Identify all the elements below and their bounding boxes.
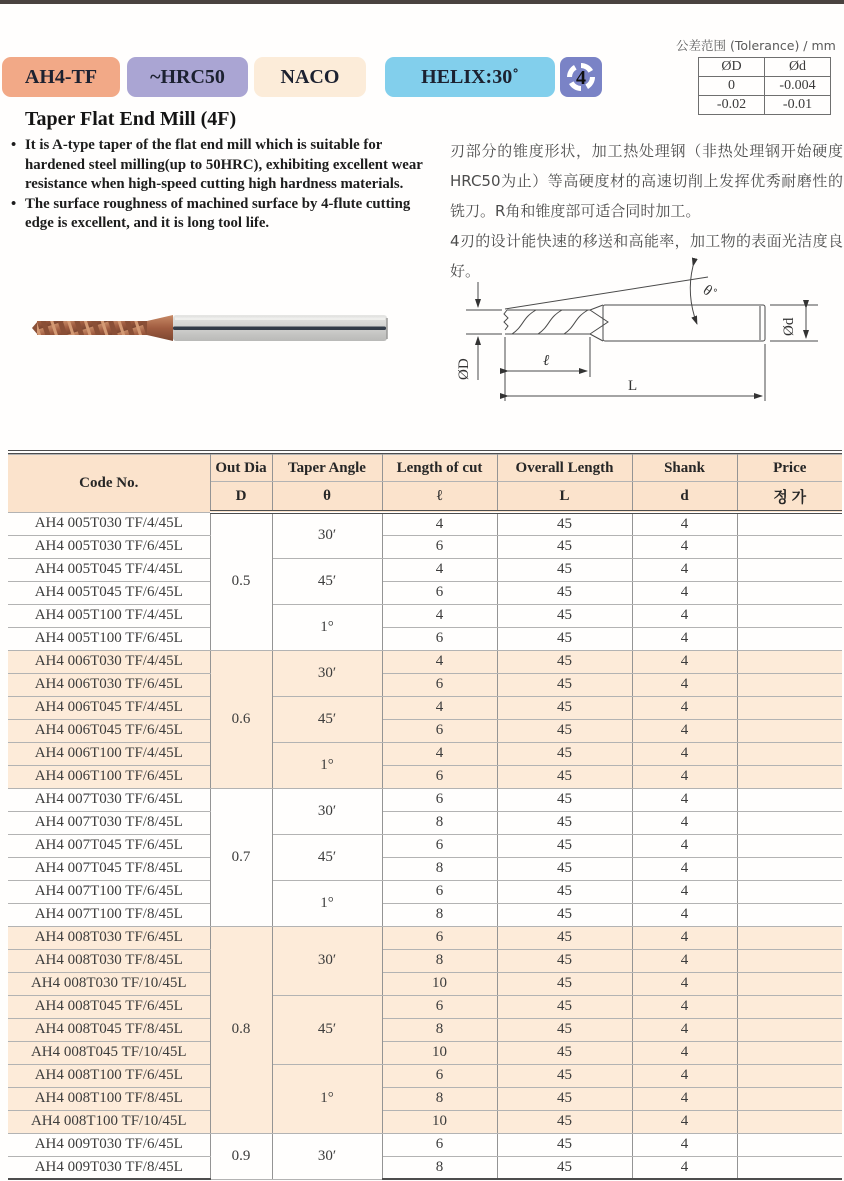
technical-drawing [450, 248, 844, 438]
header-subcell: 정 가 [737, 482, 842, 513]
overall-length-label: L [628, 378, 638, 394]
shank-outline [603, 305, 765, 341]
cut-length-cell: 6 [382, 719, 497, 742]
badge-4: HELIX:30˚ [385, 57, 555, 97]
code-cell: AH4 007T030 TF/8/45L [8, 811, 210, 834]
cut-length-cell: 6 [382, 995, 497, 1018]
code-cell: AH4 005T045 TF/4/45L [8, 558, 210, 581]
cut-length-cell: 6 [382, 765, 497, 788]
code-cell: AH4 005T100 TF/6/45L [8, 627, 210, 650]
table-row [8, 581, 842, 604]
shank-cell: 4 [632, 1133, 737, 1156]
header-cell: Length of cut [382, 455, 497, 482]
shank-cell: 4 [632, 834, 737, 857]
code-cell: AH4 007T045 TF/8/45L [8, 857, 210, 880]
cut-length-cell: 6 [382, 834, 497, 857]
shank-cell: 4 [632, 765, 737, 788]
tolerance-cell: 0 [699, 77, 765, 96]
out-dia-cell: 0.9 [210, 1133, 272, 1179]
code-cell: AH4 005T100 TF/4/45L [8, 604, 210, 627]
tolerance-title: 公差范围 (Tolerance) / mm [676, 38, 836, 53]
tolerance-cell: -0.004 [765, 77, 831, 96]
shank-cell: 4 [632, 857, 737, 880]
shank-cell: 4 [632, 1156, 737, 1179]
price-cell [737, 903, 842, 926]
cut-length-cell: 6 [382, 581, 497, 604]
overall-length-cell: 45 [497, 788, 632, 811]
price-cell [737, 650, 842, 673]
table-row [8, 1064, 842, 1087]
table-row [8, 834, 842, 857]
price-cell [737, 995, 842, 1018]
taper-angle-cell: 1° [272, 1064, 382, 1133]
tolerance-cell: Ød [765, 58, 831, 77]
page-top-strip [0, 0, 844, 4]
four-flute-icon [560, 57, 602, 97]
flute-teeth [504, 310, 508, 330]
badge-3: NACO [254, 57, 366, 97]
table-row [8, 719, 842, 742]
table-row [8, 1041, 842, 1064]
code-cell: AH4 006T045 TF/6/45L [8, 719, 210, 742]
table-row [8, 650, 842, 673]
table-row [8, 880, 842, 903]
shank-highlight [175, 318, 385, 321]
overall-length-cell: 45 [497, 949, 632, 972]
overall-length-cell: 45 [497, 926, 632, 949]
taper-angle-cell: 30′ [272, 1133, 382, 1179]
code-cell: AH4 009T030 TF/6/45L [8, 1133, 210, 1156]
header-subcell: θ [272, 482, 382, 513]
overall-length-cell: 45 [497, 765, 632, 788]
price-cell [737, 788, 842, 811]
cut-length-cell: 6 [382, 788, 497, 811]
tolerance-block [676, 36, 844, 115]
shank-cell: 4 [632, 719, 737, 742]
shank-cell: 4 [632, 696, 737, 719]
shank-cell: 4 [632, 972, 737, 995]
cut-length-cell: 6 [382, 880, 497, 903]
table-row [8, 535, 842, 558]
tolerance-cell: -0.02 [699, 96, 765, 115]
flute-count: 4 [576, 67, 586, 89]
code-cell: AH4 007T045 TF/6/45L [8, 834, 210, 857]
cut-length-label: ℓ [543, 353, 550, 369]
code-cell: AH4 008T100 TF/6/45L [8, 1064, 210, 1087]
angle-arc [690, 266, 697, 324]
out-dia-label: ØD [456, 358, 472, 380]
cut-length-cell: 8 [382, 903, 497, 926]
overall-length-cell: 45 [497, 1064, 632, 1087]
cut-length-cell: 10 [382, 972, 497, 995]
table-row [8, 673, 842, 696]
price-cell [737, 604, 842, 627]
overall-length-cell: 45 [497, 650, 632, 673]
spec-table [8, 454, 842, 1180]
taper-angle-cell: 1° [272, 742, 382, 788]
feature-bullet: • It is A-type taper of the flat end mill which is suitable for hardened steel milling(up to 50HRC), exhibiting excellent wear resistance when high-speed cutting high hardness materials. [8, 136, 436, 195]
code-cell: AH4 007T100 TF/8/45L [8, 903, 210, 926]
chinese-paragraph: 刃部分的锥度形状，加工热处理钢（非热处理钢开始硬度HRC50为止）等高硬度材的高速切削上发挥优秀耐磨性的铣刀。R角和锥度部可适合同时加工。 [450, 142, 843, 220]
spec-table-body [8, 512, 842, 1179]
taper-cone [590, 310, 608, 334]
cut-length-cell: 6 [382, 673, 497, 696]
shank-cell: 4 [632, 627, 737, 650]
code-cell: AH4 008T100 TF/10/45L [8, 1110, 210, 1133]
price-cell [737, 1087, 842, 1110]
price-cell [737, 742, 842, 765]
cut-length-cell: 6 [382, 1064, 497, 1087]
overall-length-cell: 45 [497, 1018, 632, 1041]
price-cell [737, 1041, 842, 1064]
cut-length-cell: 8 [382, 1156, 497, 1179]
code-cell: AH4 005T030 TF/6/45L [8, 535, 210, 558]
spec-table-header [8, 455, 842, 513]
table-row [8, 1110, 842, 1133]
table-row [8, 512, 842, 535]
cut-length-cell: 4 [382, 512, 497, 535]
shank-cell: 4 [632, 903, 737, 926]
overall-length-cell: 45 [497, 627, 632, 650]
cut-length-cell: 4 [382, 650, 497, 673]
taper-angle-cell: 45′ [272, 834, 382, 880]
tolerance-table [698, 57, 831, 115]
shank-cell: 4 [632, 1110, 737, 1133]
out-dia-cell: 0.5 [210, 512, 272, 650]
product-photo [30, 288, 430, 373]
cut-length-cell: 4 [382, 558, 497, 581]
price-cell [737, 512, 842, 535]
header-cell: Code No. [8, 455, 210, 513]
table-row [8, 972, 842, 995]
header-cell: Price [737, 455, 842, 482]
overall-length-cell: 45 [497, 834, 632, 857]
code-cell: AH4 008T030 TF/10/45L [8, 972, 210, 995]
overall-length-cell: 45 [497, 696, 632, 719]
price-cell [737, 1110, 842, 1133]
cut-length-cell: 4 [382, 696, 497, 719]
cut-length-cell: 8 [382, 857, 497, 880]
shank-dia-label: Ød [781, 317, 797, 336]
shank-cell: 4 [632, 995, 737, 1018]
header-cell: Taper Angle [272, 455, 382, 482]
taper-angle-cell: 30′ [272, 788, 382, 834]
code-cell: AH4 005T045 TF/6/45L [8, 581, 210, 604]
header-cell: Out Dia [210, 455, 272, 482]
table-row [8, 926, 842, 949]
rotating-arrows-icon [564, 60, 598, 94]
badges [2, 57, 562, 97]
price-cell [737, 1064, 842, 1087]
taper-angle-cell: 30′ [272, 926, 382, 995]
table-row [8, 558, 842, 581]
overall-length-cell: 45 [497, 1041, 632, 1064]
price-cell [737, 558, 842, 581]
code-cell: AH4 005T030 TF/4/45L [8, 512, 210, 535]
code-cell: AH4 008T030 TF/6/45L [8, 926, 210, 949]
overall-length-cell: 45 [497, 742, 632, 765]
code-cell: AH4 008T100 TF/8/45L [8, 1087, 210, 1110]
shank-cell: 4 [632, 880, 737, 903]
table-row [8, 903, 842, 926]
overall-length-cell: 45 [497, 604, 632, 627]
spec-table-wrap [8, 450, 842, 1180]
price-cell [737, 673, 842, 696]
chinese-paragraph: 4刃的设计能快速的移送和高能率，加工物的表面光洁度良好。 [450, 232, 843, 280]
shank-cell: 4 [632, 1087, 737, 1110]
table-row [8, 1156, 842, 1179]
price-cell [737, 880, 842, 903]
overall-length-cell: 45 [497, 857, 632, 880]
overall-length-cell: 45 [497, 1133, 632, 1156]
table-row [8, 857, 842, 880]
price-cell [737, 627, 842, 650]
shank-cell: 4 [632, 949, 737, 972]
header-subcell: L [497, 482, 632, 513]
tolerance-cell: -0.01 [765, 96, 831, 115]
shank-cell: 4 [632, 926, 737, 949]
header-subcell: d [632, 482, 737, 513]
taper-angle-cell: 30′ [272, 512, 382, 558]
price-cell [737, 857, 842, 880]
shank-cell: 4 [632, 1018, 737, 1041]
cut-length-cell: 8 [382, 1087, 497, 1110]
cut-length-cell: 8 [382, 949, 497, 972]
shank-cell: 4 [632, 788, 737, 811]
table-row [8, 627, 842, 650]
tolerance-cell: ØD [699, 58, 765, 77]
code-cell: AH4 006T030 TF/4/45L [8, 650, 210, 673]
od-ticks [466, 310, 502, 334]
price-cell [737, 949, 842, 972]
flute-spirals [512, 310, 588, 334]
code-cell: AH4 006T045 TF/4/45L [8, 696, 210, 719]
taper-angle-cell: 1° [272, 880, 382, 926]
code-cell: AH4 009T030 TF/8/45L [8, 1156, 210, 1179]
feature-bullets [8, 136, 436, 234]
cut-length-cell: 8 [382, 1018, 497, 1041]
code-cell: AH4 008T045 TF/8/45L [8, 1018, 210, 1041]
code-cell: AH4 008T030 TF/8/45L [8, 949, 210, 972]
cut-length-cell: 4 [382, 742, 497, 765]
table-row [8, 949, 842, 972]
flute-edges [505, 310, 590, 334]
shank-cell: 4 [632, 811, 737, 834]
price-cell [737, 926, 842, 949]
price-cell [737, 1156, 842, 1179]
overall-length-cell: 45 [497, 995, 632, 1018]
code-cell: AH4 007T100 TF/6/45L [8, 880, 210, 903]
taper-angle-cell: 45′ [272, 696, 382, 742]
cut-length-cell: 6 [382, 926, 497, 949]
table-row [8, 1133, 842, 1156]
overall-length-cell: 45 [497, 558, 632, 581]
overall-length-cell: 45 [497, 512, 632, 535]
overall-length-cell: 45 [497, 811, 632, 834]
overall-length-cell: 45 [497, 673, 632, 696]
shank-cell: 4 [632, 673, 737, 696]
price-cell [737, 765, 842, 788]
code-cell: AH4 008T045 TF/6/45L [8, 995, 210, 1018]
table-row [8, 788, 842, 811]
taper-angle-cell: 30′ [272, 650, 382, 696]
out-dia-cell: 0.7 [210, 788, 272, 926]
header-subcell: D [210, 482, 272, 513]
overall-length-cell: 45 [497, 719, 632, 742]
taper-neck [147, 315, 173, 341]
table-row [8, 1087, 842, 1110]
shank-cell: 4 [632, 742, 737, 765]
header-subcell: ℓ [382, 482, 497, 513]
taper-angle-line [505, 277, 708, 309]
taper-angle-cell: 45′ [272, 995, 382, 1064]
table-row [8, 742, 842, 765]
overall-length-cell: 45 [497, 535, 632, 558]
shank-cell: 4 [632, 512, 737, 535]
table-row [8, 811, 842, 834]
cut-length-cell: 10 [382, 1041, 497, 1064]
page-title: Taper Flat End Mill (4F) [25, 108, 237, 130]
cut-length-cell: 10 [382, 1110, 497, 1133]
price-cell [737, 719, 842, 742]
shank-cell: 4 [632, 1041, 737, 1064]
table-row [8, 604, 842, 627]
shank-cell: 4 [632, 581, 737, 604]
price-cell [737, 1133, 842, 1156]
price-cell [737, 581, 842, 604]
code-cell: AH4 007T030 TF/6/45L [8, 788, 210, 811]
price-cell [737, 811, 842, 834]
price-cell [737, 535, 842, 558]
overall-length-cell: 45 [497, 972, 632, 995]
flute-section [37, 321, 147, 335]
taper-angle-cell: 1° [272, 604, 382, 650]
taper-angle-label: θ˚ [699, 282, 719, 303]
table-row [8, 1018, 842, 1041]
price-cell [737, 696, 842, 719]
badge-2: ~HRC50 [127, 57, 248, 97]
cut-length-cell: 4 [382, 604, 497, 627]
shank-cell: 4 [632, 558, 737, 581]
out-dia-cell: 0.6 [210, 650, 272, 788]
table-row [8, 696, 842, 719]
shank-cell: 4 [632, 1064, 737, 1087]
overall-length-cell: 45 [497, 581, 632, 604]
code-cell: AH4 006T100 TF/6/45L [8, 765, 210, 788]
overall-length-cell: 45 [497, 880, 632, 903]
price-cell [737, 1018, 842, 1041]
cut-length-cell: 6 [382, 1133, 497, 1156]
out-dia-cell: 0.8 [210, 926, 272, 1133]
price-cell [737, 834, 842, 857]
shank-cell: 4 [632, 650, 737, 673]
taper-lines [590, 305, 603, 341]
price-cell [737, 972, 842, 995]
badge-1: AH4-TF [2, 57, 120, 97]
taper-angle-cell: 45′ [272, 558, 382, 604]
shank-stripe [173, 327, 386, 331]
overall-length-cell: 45 [497, 1156, 632, 1179]
cut-length-cell: 8 [382, 811, 497, 834]
code-cell: AH4 006T100 TF/4/45L [8, 742, 210, 765]
cut-length-cell: 6 [382, 627, 497, 650]
code-cell: AH4 008T045 TF/10/45L [8, 1041, 210, 1064]
shank-cell: 4 [632, 535, 737, 558]
header-cell: Shank [632, 455, 737, 482]
overall-length-cell: 45 [497, 903, 632, 926]
feature-bullet: • The surface roughness of machined surface by 4-flute cutting edge is excellent, and it is long tool life. [8, 195, 436, 234]
overall-length-cell: 45 [497, 1087, 632, 1110]
header-cell: Overall Length [497, 455, 632, 482]
overall-length-cell: 45 [497, 1110, 632, 1133]
shank-cell: 4 [632, 604, 737, 627]
table-row [8, 765, 842, 788]
code-cell: AH4 006T030 TF/6/45L [8, 673, 210, 696]
cut-length-cell: 6 [382, 535, 497, 558]
table-row [8, 995, 842, 1018]
